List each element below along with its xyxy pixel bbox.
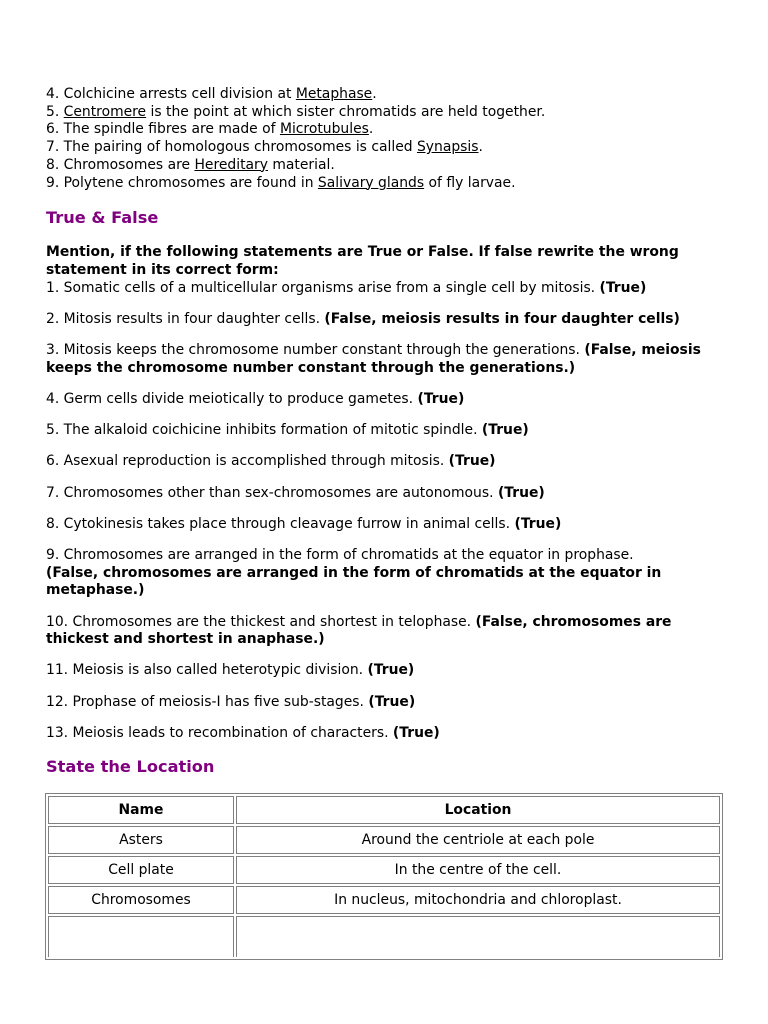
true-false-item	[46, 485, 726, 503]
cell-location: In the centre of the cell.	[236, 856, 720, 884]
fill-blank-answer: Synapsis	[416, 139, 479, 156]
fill-blank-text-end: .	[368, 121, 374, 138]
fill-blank-item	[46, 157, 726, 175]
true-false-item	[46, 694, 726, 712]
fill-blank-text-end: of fly larvae.	[424, 174, 516, 191]
fill-blank-answer: Centromere	[63, 103, 147, 120]
cell-name	[48, 916, 234, 957]
statement-text: 7. Chromosomes other than sex-chromosomes are autonomous.	[46, 484, 494, 501]
statement-text: 6. Asexual reproduction is accomplished through mitosis.	[46, 453, 445, 470]
fill-blank-text: 6. The spindle fibres are made of	[46, 121, 280, 138]
true-false-item	[46, 422, 726, 440]
true-false-item	[46, 391, 726, 409]
true-false-instruction: Mention, if the following statements are True or False. If false rewrite the wrong statement in its correct form:	[46, 244, 679, 278]
fill-blank-text-end: is the point at which sister chromatids are held together.	[146, 103, 546, 120]
fill-blank-answer: Microtubules	[279, 121, 369, 138]
fill-blank-text: 8. Chromosomes are	[46, 156, 195, 173]
statement-answer: (True)	[417, 390, 465, 407]
statement-text: 11. Meiosis is also called heterotypic division.	[46, 662, 364, 679]
cell-location: In nucleus, mitochondria and chloroplast.	[236, 886, 720, 914]
true-false-list	[46, 280, 726, 743]
true-false-item	[46, 342, 726, 377]
statement-answer: (True)	[368, 693, 416, 710]
statement-text: 13. Meiosis leads to recombination of characters.	[46, 724, 389, 741]
cell-location	[236, 916, 720, 957]
statement-answer: (False, meiosis keeps the chromosome number constant through the generations.)	[46, 342, 701, 376]
fill-blank-answer: Salivary glands	[317, 174, 425, 191]
fill-blank-text-end: .	[478, 139, 483, 156]
statement-answer: (True)	[448, 453, 496, 470]
statement-text: 12. Prophase of meiosis-I has five sub-stages.	[46, 693, 364, 710]
table-header-row	[48, 796, 720, 824]
true-false-item	[46, 453, 726, 471]
fill-blank-item	[46, 175, 726, 193]
fill-blank-text: 9. Polytene chromosomes are found in	[46, 174, 318, 191]
statement-answer: (True)	[599, 279, 647, 296]
table-row	[48, 916, 720, 957]
fill-blank-item	[46, 139, 726, 157]
statement-text: 1. Somatic cells of a multicellular organisms arise from a single cell by mitosis.	[46, 279, 596, 296]
fill-blank-item	[46, 104, 726, 122]
statement-text: 10. Chromosomes are the thickest and shortest in telophase.	[46, 613, 472, 630]
true-false-item	[46, 725, 726, 743]
fill-in-blanks-list	[46, 86, 726, 192]
statement-answer: (False, meiosis results in four daughter cells)	[324, 310, 680, 327]
fill-blank-item	[46, 86, 726, 104]
true-false-item	[46, 516, 726, 534]
statement-text: 8. Cytokinesis takes place through cleavage furrow in animal cells.	[46, 515, 511, 532]
statement-text: 5. The alkaloid coichicine inhibits formation of mitotic spindle.	[46, 422, 478, 439]
statement-answer: (False, chromosomes are thickest and shortest in anaphase.)	[46, 613, 672, 648]
statement-text: 4. Germ cells divide meiotically to produce gametes.	[46, 390, 414, 407]
statement-text: 9. Chromosomes are arranged in the form of chromatids at the equator in prophase.	[46, 546, 634, 563]
statement-answer: (True)	[497, 484, 545, 501]
fill-blank-text: 4. Colchicine arrests cell division at	[46, 86, 296, 102]
location-heading: State the Location	[46, 756, 215, 776]
statement-answer: (True)	[367, 662, 415, 679]
true-false-heading: True & False	[46, 208, 159, 228]
cell-name: Chromosomes	[48, 886, 234, 914]
statement-answer: (True)	[481, 422, 529, 439]
statement-text: 2. Mitosis results in four daughter cells.	[46, 310, 320, 327]
true-false-item	[46, 280, 726, 298]
statement-answer: (True)	[514, 515, 562, 532]
table-row	[48, 826, 720, 854]
statement-answer: (True)	[392, 724, 440, 741]
column-header-location: Location	[236, 796, 720, 824]
cell-location: Around the centriole at each pole	[236, 826, 720, 854]
document-page	[46, 86, 726, 960]
fill-blank-answer: Metaphase	[295, 86, 373, 102]
table-row	[48, 886, 720, 914]
true-false-item	[46, 662, 726, 680]
statement-text: 3. Mitosis keeps the chromosome number constant through the generations.	[46, 342, 580, 359]
table-row	[48, 856, 720, 884]
true-false-item	[46, 547, 726, 600]
fill-blank-text-end: .	[372, 86, 377, 102]
fill-blank-answer: Hereditary	[194, 156, 268, 173]
fill-blank-text: 7. The pairing of homologous chromosomes is called	[46, 139, 417, 156]
fill-blank-text: 5.	[46, 103, 64, 120]
fill-blank-text-end: material.	[267, 156, 335, 173]
true-false-item	[46, 614, 726, 649]
location-table	[45, 793, 723, 960]
column-header-name: Name	[48, 796, 234, 824]
cell-name: Cell plate	[48, 856, 234, 884]
cell-name: Asters	[48, 826, 234, 854]
fill-blank-item	[46, 121, 726, 139]
statement-answer: (False, chromosomes are arranged in the form of chromatids at the equator in metaphase.)	[46, 564, 662, 599]
true-false-item	[46, 311, 726, 329]
